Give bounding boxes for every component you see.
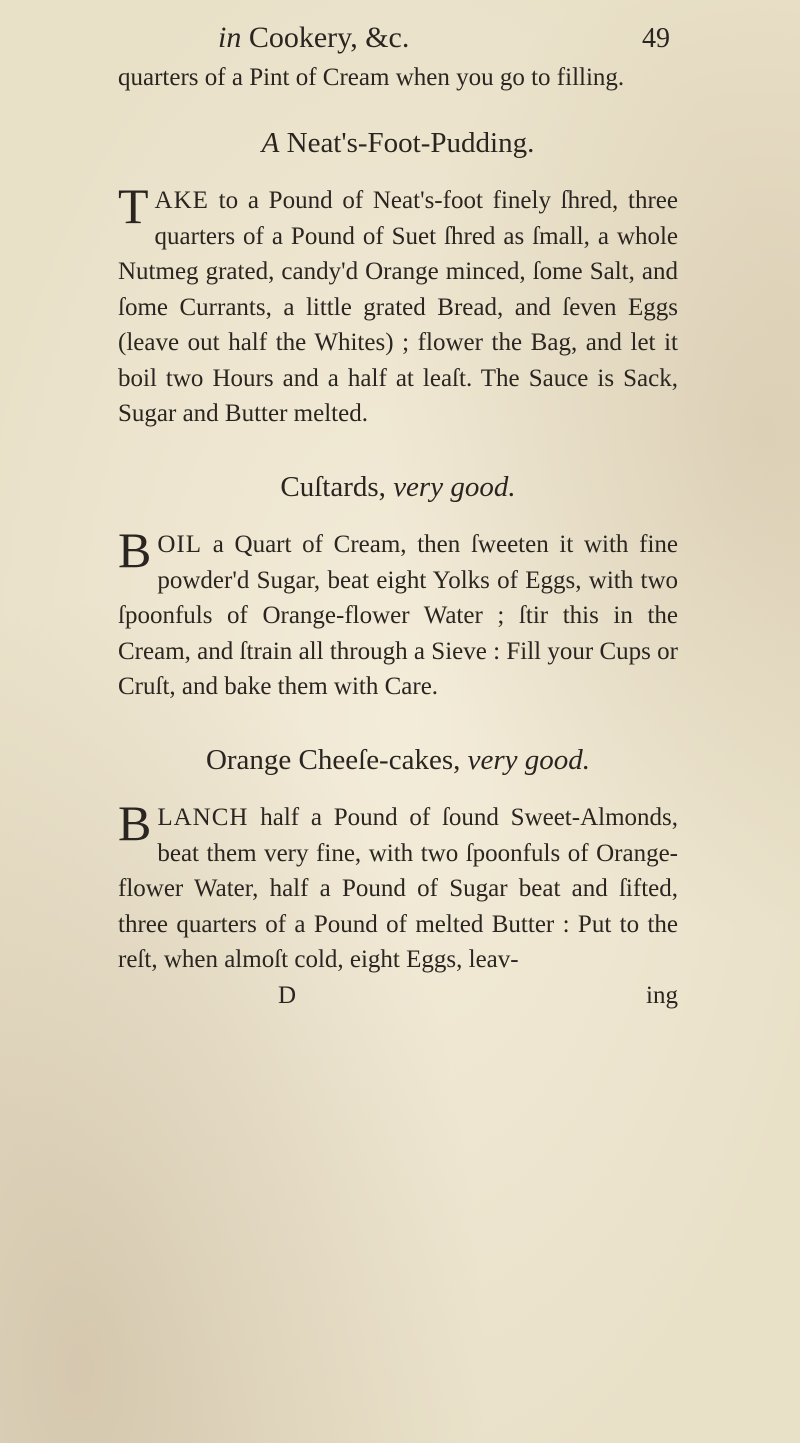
- recipe-text: half a Pound of ſound Sweet-Almonds, beat them very fine, with two ſpoonfuls of Orange-flower Water, half a Pound of Sugar beat and ſifted, three quarters of a Pound of melted Butter : Put to the reſt, when almoſt cold, eight Eggs, leav-: [118, 804, 679, 973]
- recipe-custards: [118, 470, 678, 705]
- running-header: [118, 20, 678, 60]
- recipe-orange-cheese-cakes: [118, 743, 678, 978]
- recipe-title: [118, 470, 678, 506]
- catchword: ing: [646, 981, 678, 1009]
- recipe-body: [118, 522, 679, 705]
- recipe-title-text: Neat's-Foot-Pudding.: [286, 126, 535, 159]
- recipe-title: [118, 126, 678, 162]
- page-number: 49: [642, 23, 670, 54]
- recipe-text: to a Pound of Neat's-foot finely ſhred, three quarters of a Pound of Suet ſhred as ſmall, a whole Nutmeg grated, candy'd Orange minced, ſome Salt, and ſome Currants, a little grated Bread, and ſeven Eggs (leave out half the Whites) ; flower the Bag, and let it boil two Hours and a half at leaſt. The Sauce is Sack, Sugar and Butter melted.: [118, 187, 678, 427]
- header-title-text: Cookery,: [248, 21, 358, 54]
- drop-capital: B: [118, 522, 152, 578]
- recipe-neats-foot-pudding: [118, 126, 678, 432]
- recipe-title-qualifier: very good.: [393, 470, 516, 503]
- recipe-title-text: Cuſtards,: [280, 470, 386, 503]
- page-content: [118, 20, 678, 1014]
- recipe-title-article: A: [261, 126, 280, 159]
- first-word: AKE: [154, 187, 209, 214]
- recipe-body: [118, 178, 678, 432]
- drop-capital: B: [118, 795, 152, 851]
- header-prefix: in: [218, 21, 242, 54]
- running-title: [218, 20, 409, 56]
- recipe-title-qualifier: very good.: [467, 743, 591, 776]
- page-footer: [118, 978, 678, 1014]
- recipe-text: a Quart of Cream, then ſweeten it with fine powder'd Sugar, beat eight Yolks of Eggs, with two ſpoonfuls of Orange-flower Water ; ſtir this in the Cream, and ſtrain all through a Sieve : Fill your Cups or Cruſt, and bake them with Care.: [118, 531, 679, 700]
- header-suffix: &c.: [365, 21, 410, 54]
- recipe-title: [118, 743, 678, 779]
- signature-mark: D: [278, 981, 297, 1009]
- recipe-title-text: Orange Cheeſe-cakes,: [205, 743, 461, 776]
- recipe-body: [118, 795, 679, 978]
- carryover-text: quarters of a Pint of Cream when you go to filling.: [118, 64, 625, 91]
- first-word: OIL: [157, 531, 203, 558]
- drop-capital: T: [118, 178, 149, 234]
- first-word: LANCH: [157, 804, 249, 831]
